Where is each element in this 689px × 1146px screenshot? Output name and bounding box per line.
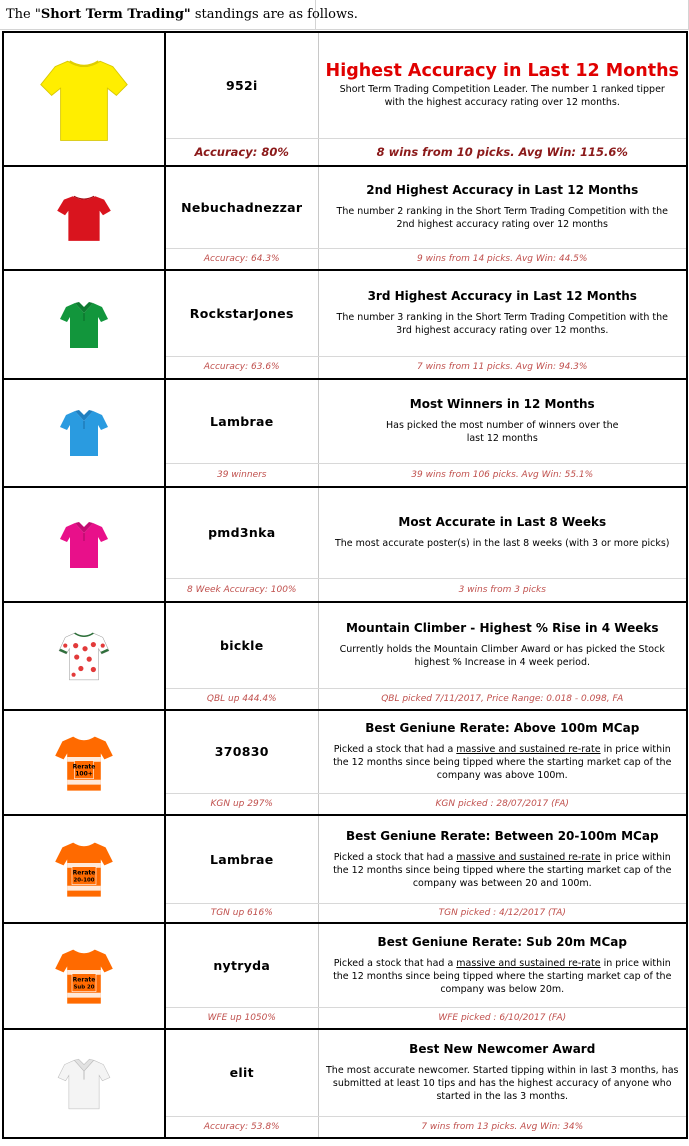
award-description: Short Term Trading Competition Leader. The number 1 ranked tipper with the highest accuracy rating over 12 months. xyxy=(339,84,665,109)
polka-dot-jersey-icon xyxy=(58,630,110,682)
award-title: Best New Newcomer Award xyxy=(409,1042,596,1057)
shirt-cell xyxy=(3,270,165,379)
stat-right: QBL picked 7/11/2017, Price Range: 0.018 - 0.098, FA xyxy=(318,688,687,710)
yellow-shirt-icon xyxy=(39,53,129,145)
shirt-cell xyxy=(3,379,165,487)
tipper-name: Lambrae xyxy=(165,379,318,463)
award-title: Highest Accuracy in Last 12 Months xyxy=(325,61,679,82)
tipper-name: 370830 xyxy=(165,710,318,793)
award-cell xyxy=(318,270,687,356)
tipper-name: elit xyxy=(165,1029,318,1116)
intro-text: The "Short Term Trading" standings are as follows. xyxy=(6,7,358,22)
stat-right: 7 wins from 13 picks. Avg Win: 34% xyxy=(318,1116,687,1138)
award-title: Mountain Climber - Highest % Rise in 4 Weeks xyxy=(345,621,659,636)
green-polo-icon xyxy=(59,299,109,351)
shirt-cell xyxy=(3,487,165,602)
stat-right: 8 wins from 10 picks. Avg Win: 115.6% xyxy=(318,138,687,166)
award-title: Most Winners in 12 Months xyxy=(409,397,595,412)
award-description: Currently holds the Mountain Climber Award or has picked the Stock highest % Increase in 4 week period. xyxy=(339,644,665,669)
award-title: 3rd Highest Accuracy in Last 12 Months xyxy=(367,289,637,304)
shirt-label-line1: Rerate xyxy=(72,976,96,984)
award-title: Best Geniune Rerate: Above 100m MCap xyxy=(365,721,640,736)
tipper-name: bickle xyxy=(165,602,318,688)
header-row xyxy=(0,0,689,30)
tipper-name: pmd3nka xyxy=(165,487,318,578)
stat-left: Accuracy: 80% xyxy=(165,138,318,166)
pink-polo-icon xyxy=(59,519,109,571)
stat-right: 7 wins from 11 picks. Avg Win: 94.3% xyxy=(318,356,687,379)
table-row xyxy=(3,923,687,1007)
tipper-name: 952i xyxy=(165,32,318,138)
stat-left: Accuracy: 63.6% xyxy=(165,356,318,379)
stat-right: KGN picked : 28/07/2017 (FA) xyxy=(318,793,687,815)
shirt-label-line1: Rerate xyxy=(72,869,96,877)
award-title: Most Accurate in Last 8 Weeks xyxy=(398,515,607,530)
table-row xyxy=(3,710,687,793)
award-description: The most accurate newcomer. Started tipping within in last 3 months, has submitted at least 10 tips and has the highest accuracy of anyone who started in the las 3 months. xyxy=(326,1065,679,1103)
shirt-label-line2: Sub 20 xyxy=(73,984,95,991)
tipper-name: Nebuchadnezzar xyxy=(165,166,318,248)
shirt-cell xyxy=(3,1029,165,1138)
stat-right: 3 wins from 3 picks xyxy=(318,578,687,602)
award-cell xyxy=(318,602,687,688)
shirt-cell xyxy=(3,815,165,923)
table-row xyxy=(3,487,687,578)
blue-polo-icon xyxy=(59,407,109,459)
award-cell xyxy=(318,487,687,578)
award-description: Picked a stock that had a massive and sustained re-rate in price within the 12 months since being tipped where the starting market cap of the company was between 20 and 100m. xyxy=(333,851,672,889)
stat-right: WFE picked : 6/10/2017 (FA) xyxy=(318,1007,687,1029)
shirt-cell xyxy=(3,923,165,1029)
award-description: The number 3 ranking in the Short Term Trading Competition with the 3rd highest accuracy rating over 12 months. xyxy=(336,312,668,337)
stat-right: TGN picked : 4/12/2017 (TA) xyxy=(318,903,687,923)
stat-left: 8 Week Accuracy: 100% xyxy=(165,578,318,602)
award-title: 2nd Highest Accuracy in Last 12 Months xyxy=(366,183,639,198)
table-row xyxy=(3,270,687,356)
tipper-name: RockstarJones xyxy=(165,270,318,356)
award-cell xyxy=(318,166,687,248)
award-cell xyxy=(318,923,687,1007)
stat-right: 39 wins from 106 picks. Avg Win: 55.1% xyxy=(318,463,687,487)
shirt-cell xyxy=(3,166,165,270)
shirt-label-line1: Rerate xyxy=(72,762,96,770)
award-title: Best Geniune Rerate: Sub 20m MCap xyxy=(377,934,627,949)
award-cell xyxy=(318,710,687,793)
shirt-cell xyxy=(3,32,165,166)
standings-table xyxy=(2,31,688,1139)
orange-rerate-shirt-icon xyxy=(54,733,114,793)
award-title: Best Geniune Rerate: Between 20-100m MCap xyxy=(345,828,659,843)
red-shirt-icon xyxy=(56,194,112,242)
white-polo-icon xyxy=(57,1056,111,1112)
award-cell xyxy=(318,379,687,463)
table-row xyxy=(3,379,687,463)
tipper-name: Lambrae xyxy=(165,815,318,903)
award-cell xyxy=(318,815,687,903)
table-row xyxy=(3,602,687,688)
stat-right: 9 wins from 14 picks. Avg Win: 44.5% xyxy=(318,248,687,270)
table-row xyxy=(3,166,687,248)
award-description: The most accurate poster(s) in the last 8 weeks (with 3 or more picks) xyxy=(334,538,670,550)
tipper-name: nytryda xyxy=(165,923,318,1007)
shirt-label-line2: 20-100 xyxy=(73,877,95,884)
stat-left: TGN up 616% xyxy=(165,903,318,923)
stat-left: KGN up 297% xyxy=(165,793,318,815)
shirt-cell xyxy=(3,602,165,710)
orange-rerate-shirt-icon xyxy=(54,839,114,899)
stat-left: WFE up 1050% xyxy=(165,1007,318,1029)
table-row xyxy=(3,32,687,138)
stat-left: QBL up 444.4% xyxy=(165,688,318,710)
award-description: Has picked the most number of winners over the last 12 months xyxy=(386,420,619,445)
stat-left: Accuracy: 53.8% xyxy=(165,1116,318,1138)
table-row xyxy=(3,815,687,903)
orange-rerate-shirt-icon xyxy=(54,946,114,1006)
header-cell-left xyxy=(0,0,358,30)
table-row xyxy=(3,1029,687,1116)
stat-left: 39 winners xyxy=(165,463,318,487)
header-cell-right xyxy=(316,0,689,30)
shirt-label-line2: 100+ xyxy=(75,770,93,778)
award-description: Picked a stock that had a massive and sustained re-rate in price within the 12 months since being tipped where the starting market cap of the company was above 100m. xyxy=(333,744,672,782)
stat-left: Accuracy: 64.3% xyxy=(165,248,318,270)
award-cell xyxy=(318,32,687,138)
shirt-cell xyxy=(3,710,165,815)
award-cell xyxy=(318,1029,687,1116)
award-description: Picked a stock that had a massive and sustained re-rate in price within the 12 months since being tipped where the starting market cap of the company was below 20m. xyxy=(333,957,672,995)
award-description: The number 2 ranking in the Short Term Trading Competition with the 2nd highest accuracy rating over 12 months xyxy=(336,206,668,231)
